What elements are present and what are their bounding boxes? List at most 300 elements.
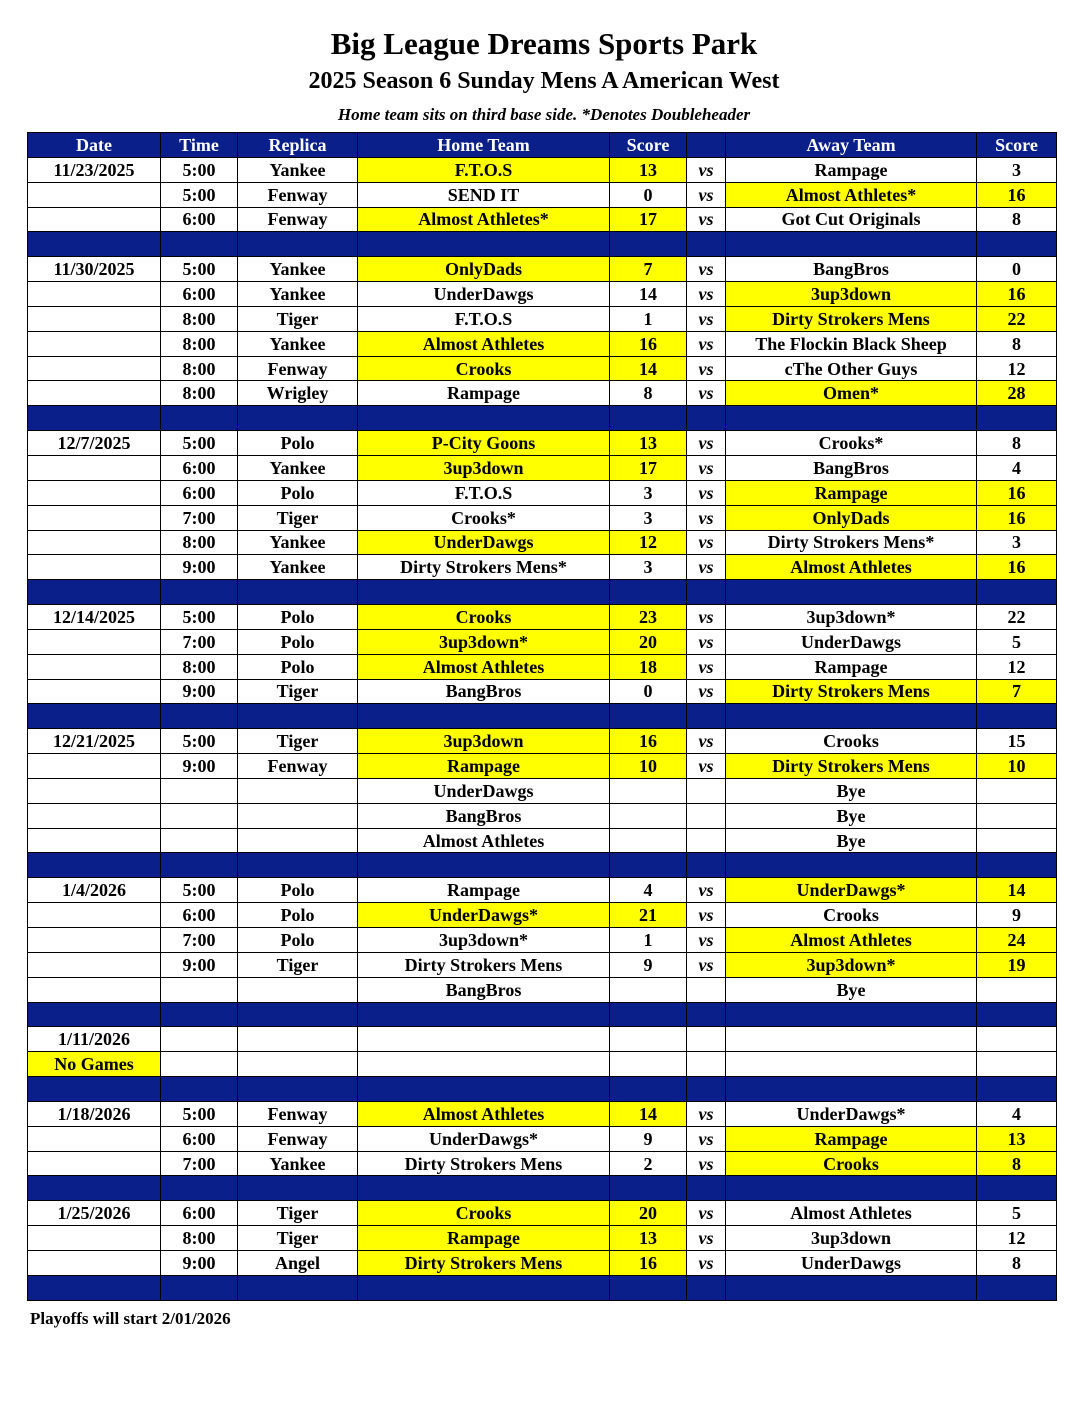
home-score-cell: 2 [610,1151,687,1176]
separator-cell [977,1275,1057,1300]
away-score-cell: 22 [977,605,1057,630]
home-score-cell: 13 [610,431,687,456]
away-team-cell: Dirty Strokers Mens [726,679,977,704]
replica-cell [238,1052,358,1077]
separator-cell [610,232,687,257]
replica-cell: Polo [238,431,358,456]
away-score-cell: 16 [977,282,1057,307]
vs-cell: vs [687,207,726,232]
separator-cell [161,704,238,729]
game-row [28,505,1057,530]
separator-cell [726,580,977,605]
away-team-cell: UnderDawgs [726,629,977,654]
away-team-cell: 3up3down* [726,605,977,630]
away-score-cell: 4 [977,455,1057,480]
separator-cell [358,232,610,257]
away-team-cell: Dirty Strokers Mens [726,754,977,779]
home-team-cell: Dirty Strokers Mens [358,952,610,977]
vs-cell: vs [687,878,726,903]
away-score-cell: 15 [977,729,1057,754]
time-cell [161,828,238,853]
separator-cell [726,1002,977,1027]
game-row [28,1052,1057,1077]
page-subtitle: 2025 Season 6 Sunday Mens A American West [308,68,780,94]
game-row [28,431,1057,456]
date-cell [28,778,161,803]
away-team-cell: Crooks [726,1151,977,1176]
home-score-cell: 1 [610,928,687,953]
home-score-cell: 3 [610,555,687,580]
separator-cell [358,1176,610,1201]
away-team-cell: Got Cut Originals [726,207,977,232]
vs-cell: vs [687,157,726,182]
separator-cell [28,1077,161,1102]
away-score-cell: 13 [977,1126,1057,1151]
header-home-team: Home Team [358,133,610,158]
schedule-table [27,132,1057,1301]
vs-cell: vs [687,1126,726,1151]
game-row [28,1101,1057,1126]
away-score-cell [977,778,1057,803]
time-cell: 6:00 [161,207,238,232]
home-score-cell [610,1052,687,1077]
away-team-cell: Rampage [726,1126,977,1151]
replica-cell: Yankee [238,257,358,282]
game-row [28,530,1057,555]
home-team-cell: Almost Athletes* [358,207,610,232]
vs-cell: vs [687,952,726,977]
vs-cell: vs [687,754,726,779]
replica-cell: Polo [238,629,358,654]
date-cell [28,803,161,828]
home-team-cell: UnderDawgs [358,778,610,803]
date-cell: 11/23/2025 [28,157,161,182]
separator-cell [726,704,977,729]
vs-cell: vs [687,455,726,480]
separator-cell [726,406,977,431]
separator-cell [687,1002,726,1027]
home-team-cell: BangBros [358,679,610,704]
date-cell [28,654,161,679]
separator-cell [358,1275,610,1300]
separator-cell [610,1275,687,1300]
home-team-cell: Dirty Strokers Mens [358,1250,610,1275]
home-team-cell: F.T.O.S [358,480,610,505]
separator-cell [238,704,358,729]
away-score-cell: 9 [977,903,1057,928]
date-cell [28,977,161,1002]
game-row [28,654,1057,679]
header-date: Date [28,133,161,158]
date-cell: 1/18/2026 [28,1101,161,1126]
separator-cell [687,406,726,431]
home-score-cell: 17 [610,455,687,480]
vs-cell [687,828,726,853]
home-team-cell: Crooks [358,605,610,630]
game-row [28,480,1057,505]
home-team-cell: 3up3down* [358,629,610,654]
away-team-cell: Dirty Strokers Mens* [726,530,977,555]
home-team-cell: Dirty Strokers Mens [358,1151,610,1176]
home-score-cell: 20 [610,1201,687,1226]
separator-row [28,1002,1057,1027]
away-team-cell: Almost Athletes [726,928,977,953]
home-score-cell: 10 [610,754,687,779]
home-team-cell: Crooks* [358,505,610,530]
away-score-cell: 8 [977,431,1057,456]
home-team-cell [358,1052,610,1077]
time-cell: 8:00 [161,530,238,555]
away-team-cell: Almost Athletes [726,555,977,580]
home-team-cell: Crooks [358,1201,610,1226]
separator-cell [977,704,1057,729]
game-row [28,257,1057,282]
away-score-cell: 7 [977,679,1057,704]
game-row [28,803,1057,828]
away-score-cell: 12 [977,654,1057,679]
vs-cell: vs [687,1101,726,1126]
home-team-cell [358,1027,610,1052]
away-score-cell: 8 [977,331,1057,356]
away-score-cell: 4 [977,1101,1057,1126]
game-row [28,1126,1057,1151]
separator-row [28,853,1057,878]
home-team-cell: F.T.O.S [358,157,610,182]
separator-cell [161,580,238,605]
time-cell [161,803,238,828]
home-score-cell: 14 [610,1101,687,1126]
replica-cell: Angel [238,1250,358,1275]
away-score-cell: 16 [977,182,1057,207]
replica-cell [238,1027,358,1052]
date-cell [28,505,161,530]
home-score-cell: 16 [610,331,687,356]
vs-cell: vs [687,480,726,505]
vs-cell: vs [687,1201,726,1226]
date-cell [28,306,161,331]
date-cell [28,381,161,406]
replica-cell: Tiger [238,729,358,754]
vs-cell [687,1052,726,1077]
date-cell: 1/11/2026 [28,1027,161,1052]
replica-cell: Yankee [238,1151,358,1176]
away-team-cell: 3up3down* [726,952,977,977]
time-cell: 5:00 [161,182,238,207]
home-score-cell: 13 [610,157,687,182]
game-row [28,903,1057,928]
replica-cell: Tiger [238,679,358,704]
away-team-cell: BangBros [726,257,977,282]
separator-cell [238,1077,358,1102]
away-team-cell: Crooks [726,903,977,928]
replica-cell: Fenway [238,1126,358,1151]
home-score-cell: 0 [610,679,687,704]
time-cell [161,1052,238,1077]
replica-cell: Polo [238,480,358,505]
separator-cell [977,1077,1057,1102]
home-score-cell [610,778,687,803]
separator-cell [610,704,687,729]
home-score-cell [610,803,687,828]
date-cell [28,480,161,505]
time-cell: 8:00 [161,1226,238,1251]
game-row [28,306,1057,331]
vs-cell [687,778,726,803]
vs-cell [687,1027,726,1052]
away-score-cell: 8 [977,1250,1057,1275]
home-score-cell: 8 [610,381,687,406]
away-score-cell: 28 [977,381,1057,406]
date-cell [28,555,161,580]
away-team-cell: Bye [726,778,977,803]
game-row [28,778,1057,803]
separator-cell [610,853,687,878]
time-cell: 6:00 [161,480,238,505]
home-team-cell: OnlyDads [358,257,610,282]
home-team-cell: BangBros [358,977,610,1002]
separator-cell [28,853,161,878]
header-away-score: Score [977,133,1057,158]
separator-row [28,232,1057,257]
time-cell: 5:00 [161,257,238,282]
away-score-cell [977,977,1057,1002]
away-team-cell: Almost Athletes [726,1201,977,1226]
away-team-cell: The Flockin Black Sheep [726,331,977,356]
header-time: Time [161,133,238,158]
time-cell: 6:00 [161,1126,238,1151]
vs-cell [687,977,726,1002]
date-cell [28,356,161,381]
separator-cell [610,1002,687,1027]
home-score-cell: 0 [610,182,687,207]
home-score-cell: 18 [610,654,687,679]
separator-cell [358,406,610,431]
separator-cell [687,580,726,605]
away-score-cell: 3 [977,530,1057,555]
date-cell: 12/21/2025 [28,729,161,754]
away-team-cell: 3up3down [726,282,977,307]
header-away-team: Away Team [726,133,977,158]
time-cell: 8:00 [161,381,238,406]
separator-cell [28,704,161,729]
away-team-cell [726,1027,977,1052]
replica-cell: Yankee [238,530,358,555]
game-row [28,1151,1057,1176]
game-row [28,356,1057,381]
separator-cell [687,704,726,729]
time-cell: 8:00 [161,654,238,679]
replica-cell: Wrigley [238,381,358,406]
separator-cell [161,1002,238,1027]
game-row [28,282,1057,307]
replica-cell [238,778,358,803]
separator-cell [726,1176,977,1201]
separator-row [28,1275,1057,1300]
replica-cell: Polo [238,878,358,903]
separator-cell [977,1002,1057,1027]
separator-cell [28,406,161,431]
away-team-cell: OnlyDads [726,505,977,530]
vs-cell: vs [687,257,726,282]
time-cell: 5:00 [161,157,238,182]
time-cell: 5:00 [161,605,238,630]
game-row [28,555,1057,580]
away-score-cell: 16 [977,505,1057,530]
away-score-cell: 8 [977,1151,1057,1176]
game-row [28,629,1057,654]
home-score-cell: 12 [610,530,687,555]
separator-cell [358,704,610,729]
separator-cell [977,232,1057,257]
replica-cell: Yankee [238,555,358,580]
replica-cell: Polo [238,928,358,953]
replica-cell [238,803,358,828]
date-cell: No Games [28,1052,161,1077]
time-cell: 6:00 [161,1201,238,1226]
time-cell: 9:00 [161,952,238,977]
time-cell: 7:00 [161,629,238,654]
away-team-cell: Crooks* [726,431,977,456]
separator-cell [161,1176,238,1201]
vs-cell: vs [687,1226,726,1251]
separator-cell [977,1176,1057,1201]
separator-cell [687,1176,726,1201]
away-team-cell: BangBros [726,455,977,480]
time-cell: 5:00 [161,878,238,903]
home-team-cell: F.T.O.S [358,306,610,331]
away-team-cell: Almost Athletes* [726,182,977,207]
separator-cell [610,1176,687,1201]
vs-cell: vs [687,1151,726,1176]
separator-cell [161,232,238,257]
separator-cell [161,853,238,878]
replica-cell: Fenway [238,207,358,232]
game-row [28,679,1057,704]
separator-cell [161,406,238,431]
vs-cell: vs [687,903,726,928]
game-row [28,455,1057,480]
separator-row [28,1077,1057,1102]
separator-cell [358,1002,610,1027]
away-score-cell: 12 [977,356,1057,381]
vs-cell: vs [687,505,726,530]
separator-cell [687,232,726,257]
separator-cell [726,1077,977,1102]
date-cell [28,1151,161,1176]
away-team-cell: 3up3down [726,1226,977,1251]
replica-cell: Tiger [238,306,358,331]
replica-cell: Fenway [238,1101,358,1126]
replica-cell: Yankee [238,157,358,182]
separator-cell [238,580,358,605]
vs-cell: vs [687,654,726,679]
away-team-cell: Omen* [726,381,977,406]
away-score-cell: 5 [977,1201,1057,1226]
date-cell [28,455,161,480]
home-score-cell: 3 [610,480,687,505]
vs-cell: vs [687,555,726,580]
date-cell [28,952,161,977]
away-score-cell: 3 [977,157,1057,182]
away-team-cell: Rampage [726,480,977,505]
home-score-cell: 9 [610,952,687,977]
away-score-cell [977,803,1057,828]
separator-cell [726,853,977,878]
home-team-cell: 3up3down [358,729,610,754]
away-score-cell: 19 [977,952,1057,977]
date-cell: 1/25/2026 [28,1201,161,1226]
time-cell: 6:00 [161,282,238,307]
vs-cell: vs [687,629,726,654]
away-score-cell [977,1052,1057,1077]
home-score-cell: 20 [610,629,687,654]
separator-cell [161,1275,238,1300]
home-team-cell: Crooks [358,356,610,381]
home-team-cell: Rampage [358,754,610,779]
replica-cell: Tiger [238,952,358,977]
separator-cell [358,580,610,605]
schedule-body [28,157,1057,1300]
date-cell [28,331,161,356]
separator-cell [28,1002,161,1027]
date-cell [28,530,161,555]
vs-cell: vs [687,282,726,307]
vs-cell: vs [687,1250,726,1275]
game-row [28,1226,1057,1251]
date-cell [28,282,161,307]
vs-cell: vs [687,679,726,704]
away-score-cell: 10 [977,754,1057,779]
separator-cell [977,853,1057,878]
date-cell [28,828,161,853]
time-cell: 5:00 [161,431,238,456]
header-vs [687,133,726,158]
away-team-cell [726,1052,977,1077]
time-cell: 8:00 [161,306,238,331]
game-row [28,977,1057,1002]
replica-cell: Yankee [238,282,358,307]
vs-cell: vs [687,431,726,456]
separator-cell [726,1275,977,1300]
away-score-cell: 16 [977,555,1057,580]
separator-cell [687,853,726,878]
time-cell [161,778,238,803]
time-cell: 6:00 [161,455,238,480]
game-row [28,1250,1057,1275]
vs-cell: vs [687,306,726,331]
replica-cell: Polo [238,654,358,679]
vs-cell: vs [687,356,726,381]
away-score-cell: 0 [977,257,1057,282]
away-score-cell: 8 [977,207,1057,232]
date-cell [28,182,161,207]
time-cell: 9:00 [161,754,238,779]
separator-cell [161,1077,238,1102]
home-team-cell: P-City Goons [358,431,610,456]
date-cell [28,928,161,953]
home-team-cell: BangBros [358,803,610,828]
date-cell [28,903,161,928]
replica-cell: Yankee [238,455,358,480]
date-cell [28,1226,161,1251]
vs-cell: vs [687,729,726,754]
separator-row [28,1176,1057,1201]
header-replica: Replica [238,133,358,158]
away-team-cell: Crooks [726,729,977,754]
time-cell: 5:00 [161,729,238,754]
home-score-cell: 4 [610,878,687,903]
home-score-cell [610,828,687,853]
